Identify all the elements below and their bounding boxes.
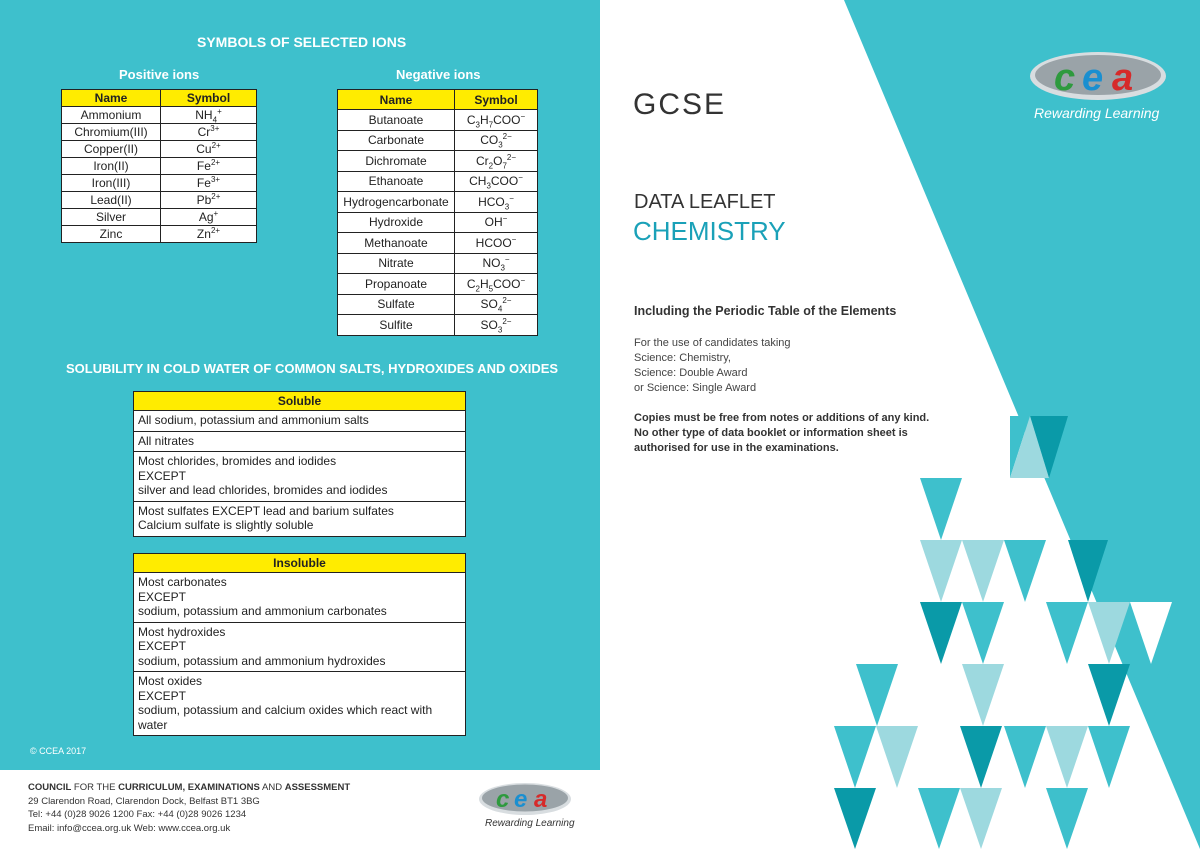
council-word-5: ASSESSMENT <box>284 782 351 793</box>
positive-ion-row <box>62 192 257 209</box>
svg-text:c: c <box>496 786 510 813</box>
negative-ion-row <box>338 274 538 295</box>
soluble-header: Soluble <box>134 392 465 411</box>
insoluble-table <box>133 553 466 736</box>
council-name <box>28 781 350 795</box>
ion-name: Butanoate <box>338 110 455 131</box>
soluble-table <box>133 391 466 537</box>
solubility-row: Most hydroxides EXCEPT sodium, potassium and ammonium hydroxides <box>134 623 465 673</box>
pos-header-name: Name <box>62 90 161 107</box>
ion-symbol: $Cu^{2+}$ <box>161 141 257 158</box>
ion-name: Zinc <box>62 226 161 243</box>
use-line: Science: Double Award <box>634 367 748 379</box>
solubility-row: All nitrates <box>134 432 465 453</box>
footer-address <box>28 781 350 835</box>
use-for-text <box>634 336 791 396</box>
ion-symbol: $NO_3^-$ <box>455 253 538 274</box>
ion-name: Sulfate <box>338 294 455 315</box>
ion-name: Dichromate <box>338 151 455 172</box>
positive-ion-row <box>62 209 257 226</box>
negative-ion-row <box>338 130 538 151</box>
ion-symbol: $C_3H_7COO^-$ <box>455 110 538 131</box>
ion-name: Hydroxide <box>338 212 455 233</box>
pos-header-symbol: Symbol <box>161 90 257 107</box>
positive-ion-row <box>62 141 257 158</box>
svg-text:a: a <box>1112 57 1134 99</box>
solubility-row: All sodium, potassium and ammonium salts <box>134 411 465 432</box>
positive-ion-row <box>62 158 257 175</box>
logo-tagline: Rewarding Learning <box>1034 105 1160 121</box>
solubility-row: Most sulfates EXCEPT lead and barium sulfates Calcium sulfate is slightly soluble <box>138 503 394 532</box>
negative-ion-row <box>338 212 538 233</box>
council-word-3: CURRICULUM, EXAMINATIONS <box>118 782 260 793</box>
ion-name: Methanoate <box>338 233 455 254</box>
negative-ions-title: Negative ions <box>396 67 481 82</box>
copies-line: authorised for use in the examinations. <box>634 442 839 454</box>
negative-ion-row <box>338 192 538 213</box>
ion-symbol: $Fe^{2+}$ <box>161 158 257 175</box>
ion-name: Ethanoate <box>338 171 455 192</box>
copyright: © CCEA 2017 <box>30 746 87 756</box>
solubility-row: Most oxides EXCEPT sodium, potassium and calcium oxides which react with water <box>138 674 433 732</box>
insoluble-header: Insoluble <box>134 554 465 573</box>
negative-ion-row <box>338 151 538 172</box>
left-panel <box>0 0 600 770</box>
ion-symbol: HCOO− <box>455 233 538 254</box>
ion-symbol: $CH_3COO^-$ <box>455 171 538 192</box>
data-leaflet-title: DATA LEAFLET <box>634 191 776 213</box>
ion-name: Lead(II) <box>62 192 161 209</box>
ion-name: Hydrogencarbonate <box>338 192 455 213</box>
ion-name: Silver <box>62 209 161 226</box>
ion-symbol: $C_2H_5COO^-$ <box>455 274 538 295</box>
negative-ions-table <box>337 89 538 336</box>
negative-ion-row <box>338 253 538 274</box>
ion-symbol: $Fe^{3+}$ <box>161 175 257 192</box>
address: 29 Clarendon Road, Clarendon Dock, Belfast BT1 3BG <box>28 795 260 807</box>
positive-ion-row <box>62 124 257 141</box>
ion-name: Chromium(III) <box>62 124 161 141</box>
ion-symbol: $Pb^{2+}$ <box>161 192 257 209</box>
council-word-2: FOR THE <box>71 782 119 793</box>
ion-symbol: $Zn^{2+}$ <box>161 226 257 243</box>
ion-symbol: $HCO_3^-$ <box>455 192 538 213</box>
logo-tagline-small: Rewarding Learning <box>485 818 575 829</box>
negative-ion-row <box>338 171 538 192</box>
positive-ion-row <box>62 175 257 192</box>
council-word-4: AND <box>259 782 285 793</box>
neg-header-symbol: Symbol <box>455 90 538 110</box>
ion-symbol: $SO_4^{2-}$ <box>455 294 538 315</box>
ion-symbol: OH− <box>455 212 538 233</box>
symbols-title: SYMBOLS OF SELECTED IONS <box>197 34 407 50</box>
positive-ion-row <box>62 226 257 243</box>
use-line: or Science: Single Award <box>634 382 757 394</box>
solubility-row: Most carbonates EXCEPT sodium, potassium and ammonium carbonates <box>134 573 465 623</box>
ion-name: Ammonium <box>62 107 161 124</box>
tel-fax: Tel: +44 (0)28 9026 1200 Fax: +44 (0)28 9026 1234 <box>28 809 247 820</box>
copies-notice <box>634 411 934 456</box>
ccea-logo-small <box>478 782 573 822</box>
ion-name: Carbonate <box>338 130 455 151</box>
negative-ion-row <box>338 233 538 254</box>
svg-text:e: e <box>1082 57 1104 99</box>
solubility-title: SOLUBILITY IN COLD WATER OF COMMON SALTS, HYDROXIDES AND OXIDES <box>66 361 559 376</box>
use-line: For the use of candidates taking <box>634 337 791 349</box>
copies-line: No other type of data booklet or information sheet is <box>634 427 908 439</box>
ion-name: Copper(II) <box>62 141 161 158</box>
svg-text:c: c <box>1054 57 1076 99</box>
gcse-title: GCSE <box>633 88 727 121</box>
ion-symbol: $NH_4^+$ <box>161 107 257 124</box>
email-web: Email: info@ccea.org.uk Web: www.ccea.org.uk <box>28 822 231 834</box>
negative-ion-row <box>338 294 538 315</box>
ion-name: Propanoate <box>338 274 455 295</box>
ion-name: Nitrate <box>338 253 455 274</box>
ion-name: Iron(III) <box>62 175 161 192</box>
ion-name: Iron(II) <box>62 158 161 175</box>
negative-ion-row <box>338 110 538 131</box>
including-periodic-table: Including the Periodic Table of the Elements <box>634 304 897 318</box>
ion-name: Sulfite <box>338 315 455 336</box>
ion-symbol: Ag+ <box>161 209 257 226</box>
use-line: Science: Chemistry, <box>634 352 731 364</box>
ion-symbol: $CO_3^{2-}$ <box>455 130 538 151</box>
solubility-row: Most chlorides, bromides and iodides EXCEPT silver and lead chlorides, bromides and iodides <box>134 452 465 502</box>
ion-symbol: $SO_3^{2-}$ <box>455 315 538 336</box>
ion-symbol: $Cr^{3+}$ <box>161 124 257 141</box>
council-word-1: COUNCIL <box>28 782 72 793</box>
ccea-logo <box>1028 50 1168 106</box>
negative-ion-row <box>338 315 538 336</box>
ion-symbol: $Cr_2O_7^{2-}$ <box>455 151 538 172</box>
svg-text:a: a <box>534 786 548 813</box>
neg-header-name: Name <box>338 90 455 110</box>
chemistry-title: CHEMISTRY <box>633 216 786 246</box>
copies-line: Copies must be free from notes or additions of any kind. <box>634 412 930 424</box>
positive-ion-row <box>62 107 257 124</box>
positive-ions-title: Positive ions <box>119 67 200 82</box>
positive-ions-table <box>61 89 257 243</box>
svg-text:e: e <box>514 786 528 813</box>
